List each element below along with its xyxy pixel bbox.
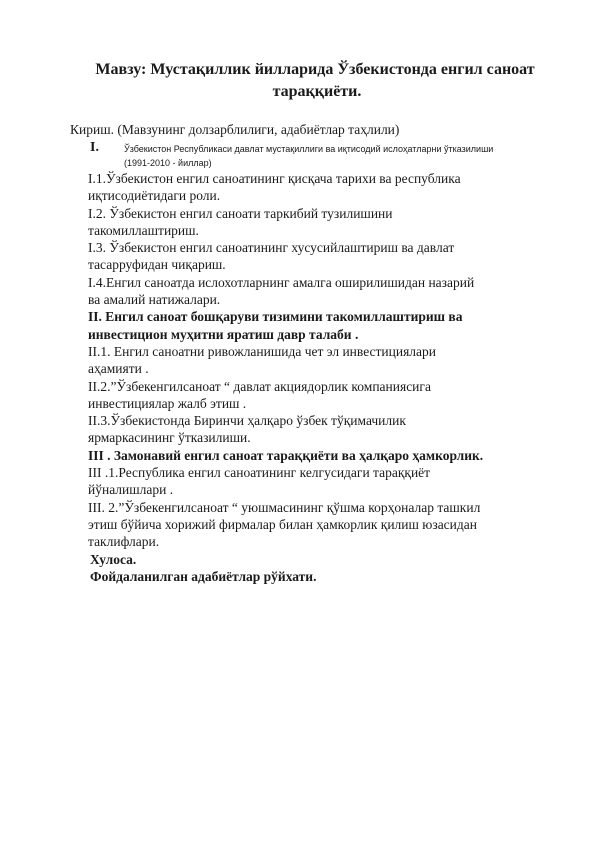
toc-line: II.1. Енгил саноатни ривожланишида чет эл инвестициялари: [88, 343, 437, 359]
toc-line: аҳамияти .: [88, 361, 149, 377]
chapter-1-heading-line-1: Ўзбекистон Республикаси давлат мустақиллиги ва иқтисодий ислоҳатларни ўтказилиши: [124, 144, 494, 154]
chapter-1-numeral: I.: [90, 140, 99, 155]
document-title: [60, 60, 570, 102]
toc-line: I.1.Ўзбекистон енгил саноатининг қисқача тарихи ва республика: [88, 171, 461, 186]
toc-line: I.3. Ўзбекистон енгил саноатининг хусусийлаштириш ва давлат: [88, 240, 455, 256]
table-of-contents: [88, 170, 528, 585]
toc-line: II.3.Ўзбекистонда Биринчи ҳалқаро ўзбек тўқимачилик: [88, 413, 406, 429]
section-2-heading-cont: инвестицион муҳитни яратиш давр талаби .: [88, 326, 359, 342]
toc-line: ярмаркасининг ўтказилиши.: [88, 430, 251, 446]
section-2-heading: II. Енгил саноат бошқаруви тизимини такомиллаштириш ва: [88, 309, 463, 325]
chapter-1-heading: [124, 142, 524, 170]
toc-line: инвестициялар жалб этиш .: [88, 395, 247, 411]
toc-line: этиш бўйича хорижий фирмалар билан ҳамкорлик қилиш юзасидан: [88, 516, 477, 532]
toc-line: II.2.”Ўзбекенгилсаноат “ давлат акциядорлик компаниясига: [88, 378, 431, 394]
title-line-1: Мавзу: Мустақиллик йилларида Ўзбекистонда енгил саноат: [95, 61, 535, 78]
toc-line: I.4.Енгил саноатда ислохотларнинг амалга оширилишидан назарий: [88, 274, 475, 290]
section-3-heading: III . Замонавий енгил саноат тараққиёти ва ҳалқаро ҳамкорлик.: [88, 447, 484, 463]
toc-line: иқтисодиётидаги роли.: [88, 188, 221, 204]
chapter-1-heading-line-2: (1991-2010 - йиллар): [124, 158, 212, 168]
toc-line: йўналишлари .: [88, 482, 174, 498]
references-heading: Фойдаланилган адабиётлар рўйхати.: [90, 568, 317, 584]
intro-line: Кириш. (Мавзунинг долзарблилиги, адабиётлар таҳлили): [70, 122, 400, 137]
conclusion-heading: Хулоса.: [90, 551, 137, 567]
toc-line: III. 2.”Ўзбекенгилсаноат “ уюшмасининг қўшма корҳоналар ташкил: [88, 499, 481, 515]
toc-line: таклифлари.: [88, 534, 160, 550]
toc-line: тасарруфидан чиқариш.: [88, 257, 226, 273]
toc-line: такомиллаштириш.: [88, 222, 199, 238]
title-line-2: тараққиёти.: [272, 83, 362, 100]
toc-line: ва амалий натижалари.: [88, 292, 221, 308]
toc-line: III .1.Республика енгил саноатининг келгусидаги тараққиёт: [88, 465, 431, 481]
toc-line: I.2. Ўзбекистон енгил саноати таркибий тузилишини: [88, 205, 393, 221]
